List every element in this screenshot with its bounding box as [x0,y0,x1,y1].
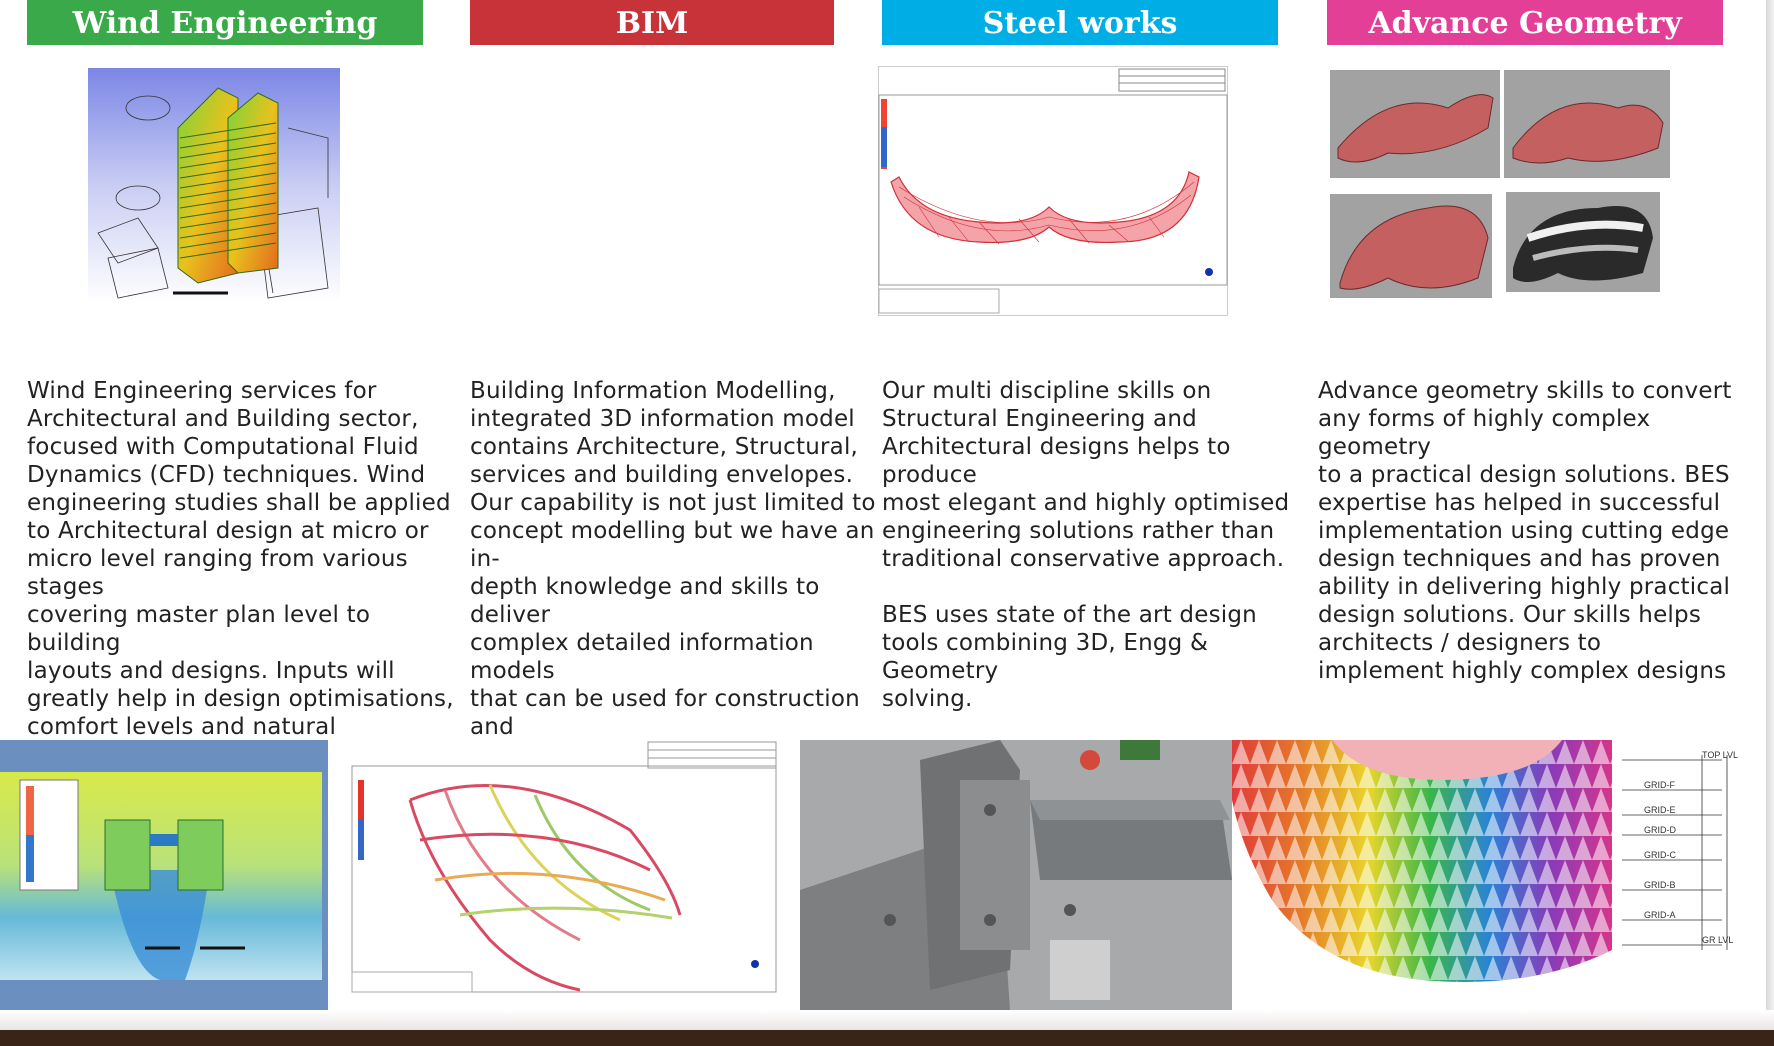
level-label-gr: GR LVL [1702,935,1734,945]
level-label-f: GRID-F [1644,780,1675,790]
steel-shell-analysis-image [878,66,1228,316]
level-label-b: GRID-B [1644,880,1676,890]
advance-geometry-description: Advance geometry skills to convert any forms of highly complex geometry to a practical design solutions. BES expertise has helped in successful implementation using cutting edge design techniques and has proven ability in delivering highly practical design solutions. Our skills helps architects / designers to implement highly complex designs [1318,378,1732,684]
bim-title: BIM [615,6,689,41]
steel-works-banner [882,0,1278,45]
advance-geometry-panels-image [1328,68,1672,312]
steel-works-title: Steel works [982,6,1178,41]
wind-engineering-title: Wind Engineering [72,6,378,41]
steel-works-description: Our multi discipline skills on Structural Engineering and Architectural designs helps to produce most elegant and highly optimised engineering solutions rather than traditional conservative approach. BES uses state of the art design tools combining 3D, Engg & Geometry solving. [882,378,1290,712]
advance-geometry-banner [1327,0,1723,45]
bim-shell-model-image [350,740,778,1010]
wind-engineering-description: Wind Engineering services for Architectural and Building sector, focused with Computational Fluid Dynamics (CFD) techniques. Wind engineering studies shall be applied to Architectural design at micro or micro level ranging from various stages covering master plan level to building layouts and designs. Inputs will greatly help in design optimisations, comfort levels and natural [27,378,454,740]
page-edge-shadow [1766,0,1774,1030]
advance-geometry-title: Advance Geometry [1368,6,1682,41]
steel-connection-photo [800,740,1232,1010]
level-label-top: TOP LVL [1702,750,1739,760]
level-label-d: GRID-D [1644,825,1676,835]
cfd-building-image [88,68,340,303]
bim-description: Building Information Modelling, integrated 3D information model contains Architecture, Structural, services and building envelopes. Our capability is not just limited to concept modelling but we have an in- depth knowledge and skills to deliver complex detailed information models that can be used for construction and [470,378,876,740]
cfd-wind-flow-image [0,740,328,1010]
wind-engineering-banner [27,0,423,45]
background-band [0,1030,1774,1046]
bim-banner [470,0,834,45]
level-label-e: GRID-E [1644,805,1676,815]
advance-geometry-facade-image [1232,740,1766,1010]
level-label-c: GRID-C [1644,850,1676,860]
level-label-a: GRID-A [1644,910,1676,920]
